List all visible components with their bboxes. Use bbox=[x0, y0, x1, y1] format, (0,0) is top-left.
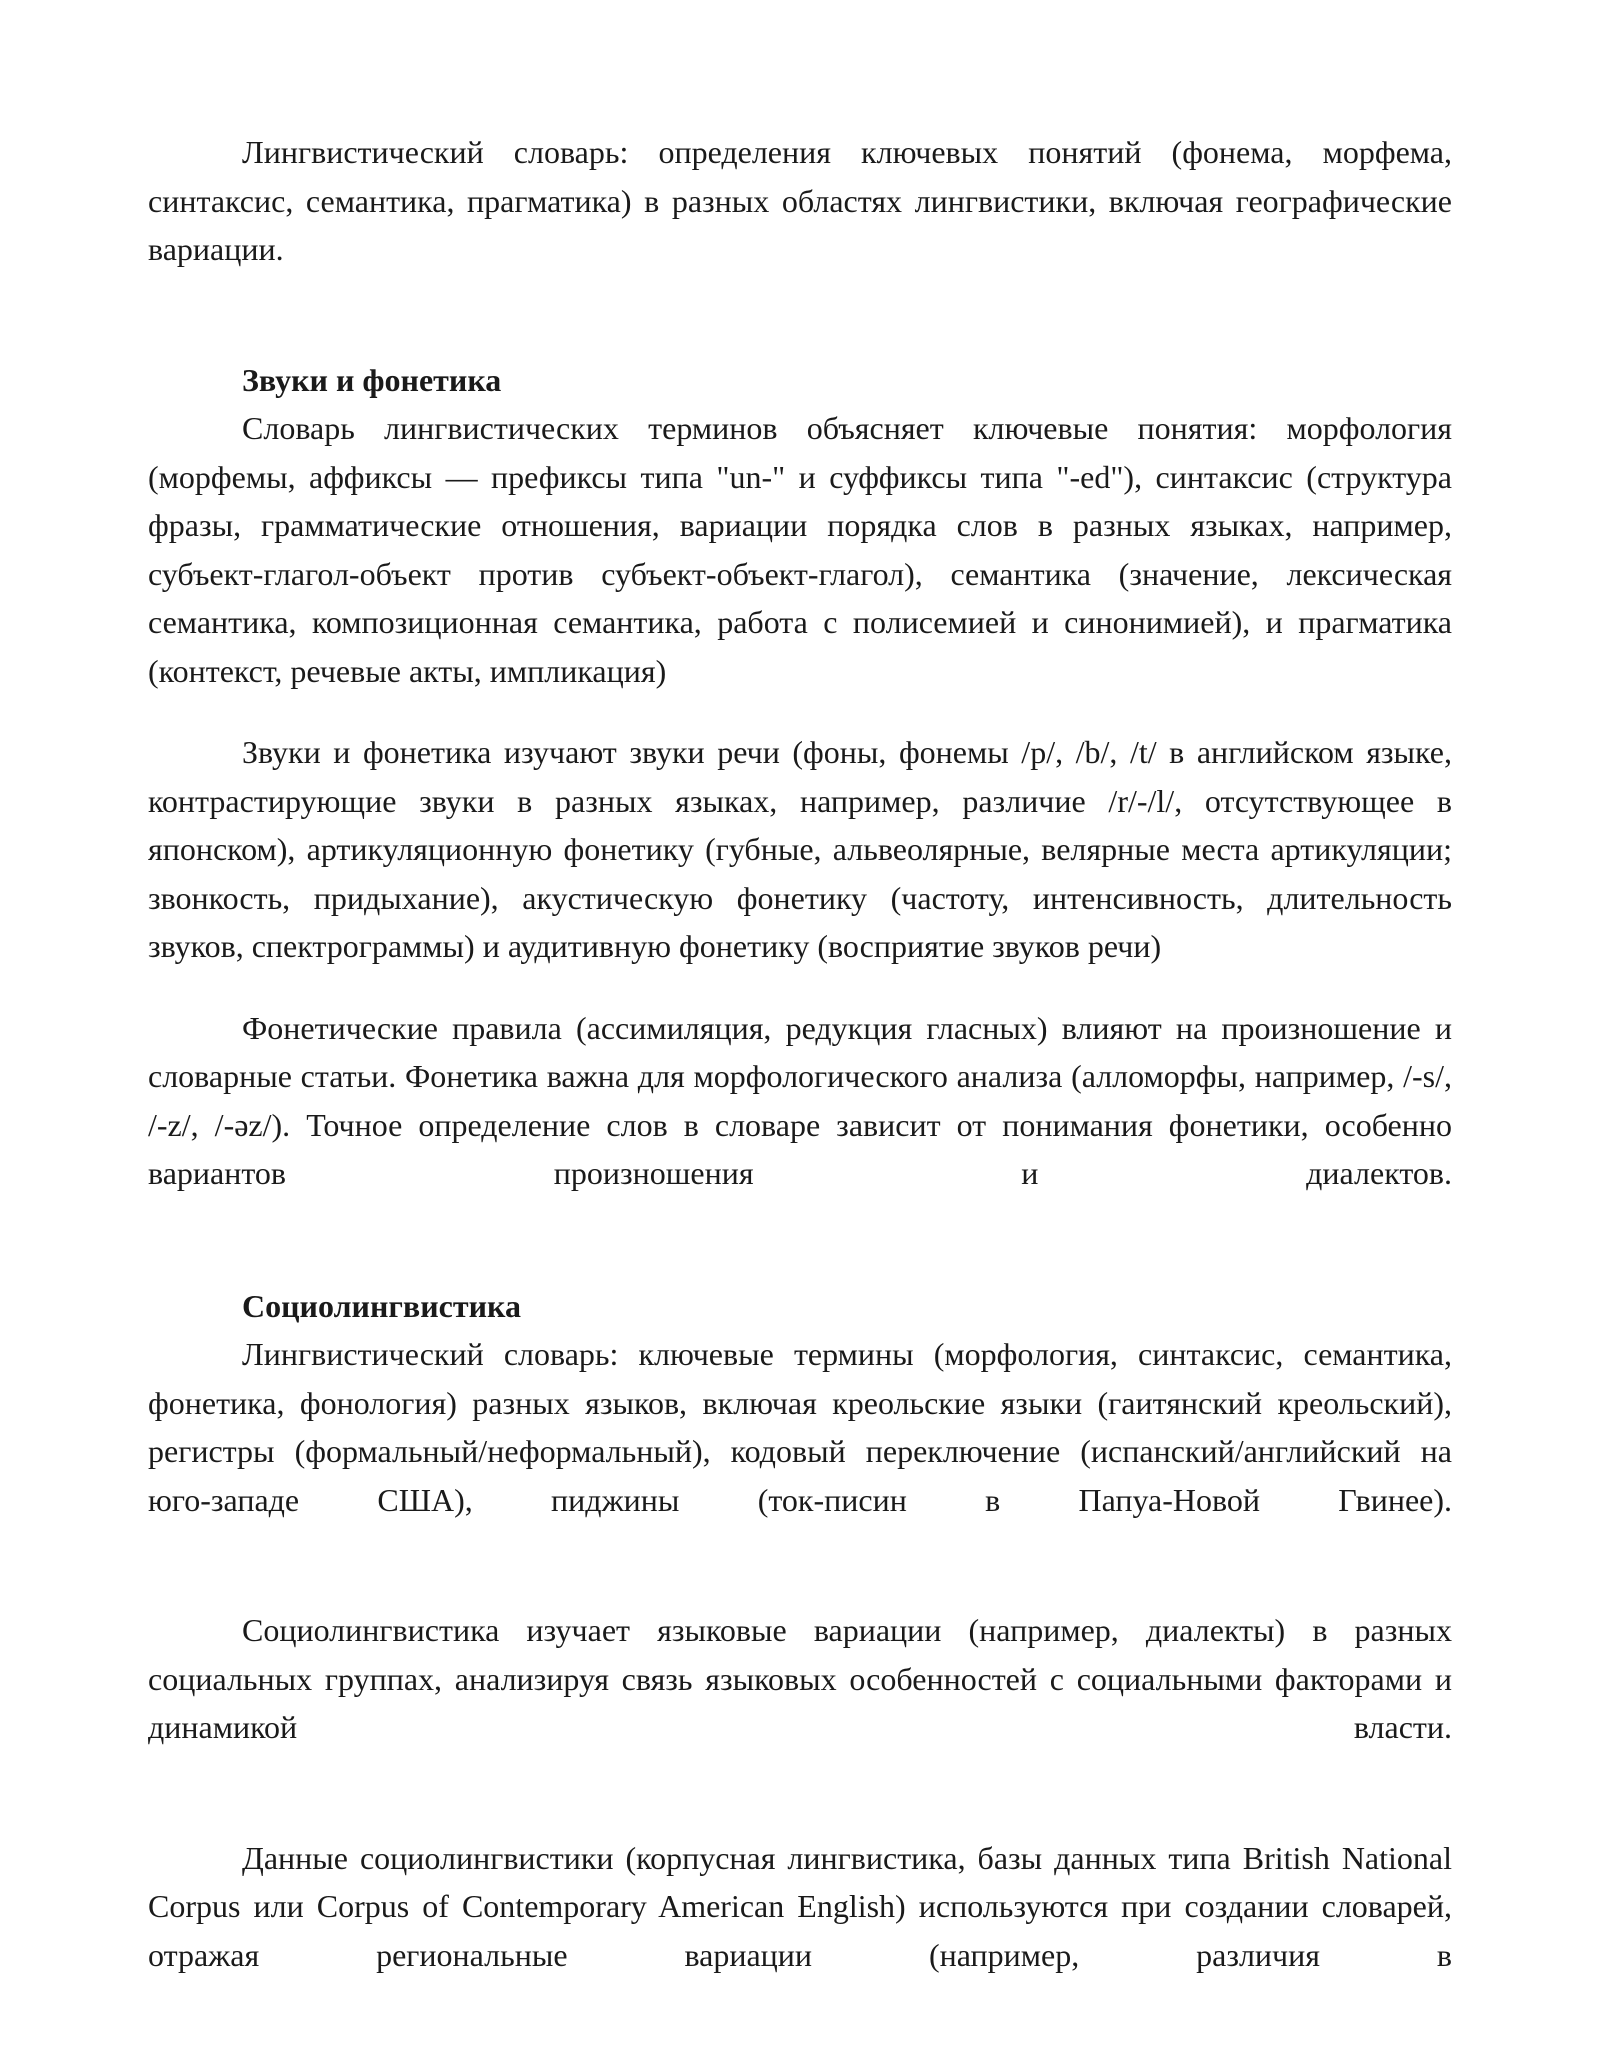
section-heading-sociolinguistics: Социолингвистика bbox=[242, 1287, 521, 1324]
spacer bbox=[148, 971, 1452, 1004]
document-page bbox=[148, 128, 1452, 1979]
paragraph: Социолингвистика изучает языковые вариации (например, диалекты) в разных социальных группах, анализируя связь языковых особенностей с социальными факторами и динамикой власти. bbox=[148, 1612, 1452, 1745]
spacer bbox=[148, 1524, 1452, 1606]
spacer bbox=[148, 695, 1452, 728]
spacer bbox=[148, 1752, 1452, 1834]
section-heading-phonetics: Звуки и фонетика bbox=[242, 361, 502, 398]
paragraph: Фонетические правила (ассимиляция, редукция гласных) влияют на произношение и словарные статьи. Фонетика важна для морфологического анализа (алломорфы, например, /-s/, /-z/, /-əz/). Точное определение слов в словаре зависит от понимания фонетики, особенно вариантов произношения и диалектов. bbox=[148, 1009, 1452, 1191]
paragraph: Данные социолингвистики (корпусная лингвистика, базы данных типа British National Corpus или Corpus of Contemporary American English) используются при создании словарей, отражая региональные вариации (например, различия в bbox=[148, 1839, 1452, 1973]
spacer bbox=[148, 1198, 1452, 1282]
paragraph: Звуки и фонетика изучают звуки речи (фоны, фонемы /p/, /b/, /t/ в английском языке, контрастирующие звуки в разных языках, например, различие /r/-/l/, отсутствующее в японском), артикуляционную фонетику (губные, альвеолярные, велярные места артикуляции; звонкость, придыхание), акустическую фонетику (частоту, интенсивность, длительность звуков, спектрограммы) и аудитивную фонетику (восприятие звуков речи) bbox=[148, 734, 1452, 964]
spacer bbox=[148, 274, 1452, 356]
intro-paragraph: Лингвистический словарь: определения ключевых понятий (фонема, морфема, синтаксис, семантика, прагматика) в разных областях лингвистики, включая географические вариации. bbox=[148, 134, 1452, 267]
paragraph: Лингвистический словарь: ключевые термины (морфология, синтаксис, семантика, фонетика, фонология) разных языков, включая креольские языки (гаитянский креольский), регистры (формальный/неформальный), кодовый переключение (испанский/английский на юго-западе США), пиджины (ток-писин в Папуа-Новой Гвинее). bbox=[148, 1336, 1452, 1518]
paragraph: Словарь лингвистических терминов объясняет ключевые понятия: морфология (морфемы, аффиксы — префиксы типа "un-" и суффиксы типа "-ed"), синтаксис (структура фразы, грамматические отношения, вариации порядка слов в разных языках, например, субъект-глагол-объект против субъект-объект-глагол), семантика (значение, лексическая семантика, композиционная семантика, работа с полисемией и синонимией), и прагматика (контекст, речевые акты, импликация) bbox=[148, 410, 1452, 689]
